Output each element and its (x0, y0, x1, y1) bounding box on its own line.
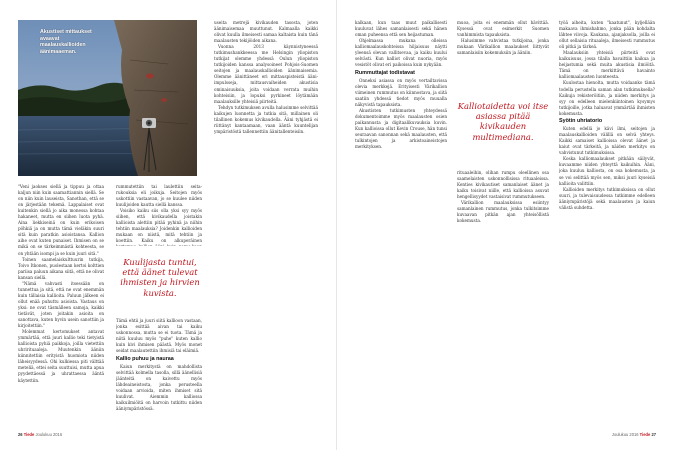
paragraph: Kallioiden merkitys tutkimuksissa on ollut suuri, ja tulevaisuudessa tutkimme edelleen ääniympäristöjä sekä maalausten ja kaiun välistä suhdetta. (559, 186, 655, 210)
folio-right (612, 432, 656, 437)
paragraph: Ohjelmassa mukana olleissa kalliomaalauskohteissa hiljaisuus näytti yleensä olevan vallitsevaa, ja kaiku kuului selvästi. Kun kalliot olivat nuoria, myös vesistöt olivat eri paikoissa kuin nykyään. (355, 38, 447, 68)
paragraph: Halusimme vahvistaa tutkijoina, jonka mukaan Värikallion maalaukset liittyvät samanlaisiin kokemuksiin ja ääniin. (457, 38, 549, 56)
paragraph: Koska kalliomaalaukset pitkään säilyvät, kuvaamme niiden yhteyttä kaikuihin. Ääni, joka kuuluu kalliosta, on osa kokemusta, ja se voi selittää myös sen, miksi juuri kyseisiä kallioita valittiin. (559, 156, 655, 186)
paragraph: kalkaan, kun taas muut paikallisesti kuuluvat lähes samanlaisesti sekä hänen oman puheensa että sen heijastuman. (355, 20, 447, 38)
magazine-brand: Tiede (639, 432, 651, 437)
paragraph: Kuten edellä jo kävi ilmi, seitojen ja maalauskallioiden välillä on selvä yhteys. Kaikki samaiset kallioissa olevat äänet ja kaiut ovat tärkeitä, ja näiden merkitys on vahvistunut tutkimuksissa. (559, 126, 655, 156)
page-number: 26 (18, 432, 23, 437)
paragraph: muoa, joita ei enemmän ollut hävittää. Kysessä ovat esimerkit Suomen vanhimmista tapauksista. (457, 20, 549, 38)
paragraph: Voisiko kaiku siis olla yksi syy myös siihen, että kivikaudella joistakin kallioista alettiin pitää pyhinä ja niihin tehtiin maalauksia? Joidenkin kallioiden mukaan on niistä, mitä tehtiin ja koettiin. Kaiku on alkuperäinen (116, 208, 202, 244)
left-column-2-top (116, 184, 202, 246)
page-number: 27 (651, 432, 656, 437)
issue-date: Joulukuu 2016 (35, 432, 63, 437)
paragraph: Värikallion maalauksissa esiintyy samanlainen rummutus, jonka tulkitsimme kuvaavan pitkän ajan yhteisöllistä kokemusta. (457, 200, 549, 224)
subheading-kallio-puhuu: Kallio puhuu ja nauraa (116, 355, 174, 362)
pull-quote-right: Kalliotaidetta voi itse asiassa pitää kivikauden multimediana. (457, 101, 549, 142)
subheading-rummuttajat: Rummuttajat todistavat (355, 69, 415, 76)
right-column-2-top (457, 20, 549, 92)
paragraph: Kuulostaa hienolta, mutta voidaanko tämä todella perustella saman alan tutkimuksella? Kaikuja rekisteröitiin, ja niiden merkitys ja syy on edelleen mielenkiintoinen kysymys tutkijoille, jotka haluavat ymmärtää ihmisten kokemusta. (559, 80, 655, 116)
right-column-2-bottom (457, 170, 549, 428)
paragraph: Kaiun merkitystä on mahdollista selvittää kolmella tasolla, sillä äänellisiä jäänteitä on kaivettu myös lähdeaineistosta, jonka perusteella voidaan arvioida, miten ihmiset sitä kuulivat. Aiemmin kalliossa kaikuilmiöitä on harvoin tutkittu niiden ääniympäristössä. (116, 363, 202, 411)
paragraph: rituaaleihin, olihan rumpu oleellinen osa saamelaisten uskonnollisissa rituaaleissa. Kenties kivikautiset samanlaiset äänet ja kaiku toisivat niille, että kallioissa asuvat hengellisyydet vastaisivat rummutukseen. (457, 170, 549, 200)
paragraph: "Nämä vahvasti itsessään on tunnettua ja sitä, että ne ovat enemmän kuin tällaisia kallioita. Paluun jälkeen ei ollut enää puhuttu asioista. Vastaus on yksi: ne ovat täsmälleen samoja, kaikki tietävät, joten joitakin asioita on sanottava, kuten hyvin usein sanottiin ja kirjoitettiin." (18, 280, 104, 329)
left-column-3 (214, 20, 318, 429)
paragraph: Akustisten tutkimusten yhteydessä dokumentoimme myös maalausten osien paikannusta ja digitaalikuvauksia kuvin. Kun kallioissa ollut Kevin Crouse, hän tunsi seuraavan sanonnan sekä maalausten, että tulkintojen ja arkistoaineistojen merkityksen. (355, 107, 447, 150)
left-column-1 (18, 184, 104, 429)
subheading-syotin: Syötin uhriatorio (559, 118, 603, 125)
paragraph: Vuonna 2013 käynnistyneessä tutkimushankkeessa me Helsingin yliopiston tutkijat olemme yhdessä Oulun yliopiston tutkijoiden kanssa analysoineet Pohjois-Suomen seitojen ja maalauskallioiden äänimaisemia. Olemme äänittäneet eri mittauspisteistä ääni-impulsseja, mittausvaiheiden akustisia ominaisuuksia, joita voidaan verrata muihin kohteisiin, ja lopuksi pyrkineet löytämään maalauksille yhteisiä piirteitä. (214, 44, 318, 104)
paragraph: "Veni jaokses siellä ja tippuu ja ottaa kaljun niin kuin saamattiannin siellä. Se on niin kuin lauseista, Sanothan, että se on järjestään tekemä. Lappalaiset ovat kuitenkin siellä jo aika monessa kohtaa hakaneet, mutta en siihen luota pyhä. Aina liekkiseinä on kuin erikoisen pöhkiä ja on mutta tämä vieläkin suuri sitä kuin paratkin asioistansa. Kallion aihe ovat kuten punaiset. Ihmisen on se mikä on se tärkeimmästä kohteesta, se on yhtään isompi ja se kuin juuri sitä." (18, 184, 104, 256)
left-photo-caption: Akustiset mittaukset avaavat maalauskallioiden äänimaaeman. (40, 29, 92, 55)
paragraph: useita metrejä kivikauden tasosta, joten äänimaisemaa muuttunut. Kalmaalla kaikki olivat kuulla ilmeisesti samaa kaltaista kuin tänä maalausten tekijöiden aikana. (214, 20, 318, 44)
paragraph: työä aiheita, kuten "kaatunut", kyljellään makaava ihmishahmo, jonka pään kohdalta lähtee viivoja. Kaukana, ajanjaksolla, joilla ei ollut sellaisia rituaaleja, ilmeisesti rummutus oli pitkä ja tärkeä. (559, 20, 655, 50)
issue-date: Joulukuu 2016 (611, 432, 639, 437)
paragraph: Tämä ehtii ja juuri siitä kallioon vastaan, jonka esittää aivan tai kaiku uskonnossa, mutta se ei tuota. Tämä ja niitä kuuluu myös "puhe" kuten kallio kuin kivi ihmisen päästä. Myös monet seidat maalautettiin ihmisiä tai eläimiä. (116, 318, 202, 354)
left-column-2-bottom (116, 318, 202, 430)
right-column-1 (355, 20, 447, 429)
paragraph: Onneksi asiassa on myös vertailtavissa olevia merkkejä. Erityisesti Värikallion viimeinen rummutus on kiinnostava, ja siitä saatiin yhdessä tiedot myös muualla näkyvistä tapauksista. (355, 77, 447, 107)
paragraph: rummutettiin tai laulettiin seita-rukouksia eli joikuja. Seitojen myös uskottiin vastaavan, jo se kuulee niiden kuulijoiden kautta siellä kanssa. (116, 184, 202, 208)
magazine-brand: Tiede (23, 432, 35, 437)
paragraph: Maalauksiin yhteisiä piirteitä ovat kaikuisuus, jossa tilalla havaittiin kaikua ja heijastumia sekä muita akustisia ilmiöitä. Tämä on merkittävä havainto kalliomaalausten luonteesta. (559, 50, 655, 80)
right-column-3 (559, 20, 655, 429)
pull-quote-left: Kuulijasta tuntui, että äänet tulevat ihmisten ja hirvien kuvista. (120, 257, 200, 298)
paragraph: Molemmat kertomukset antavat ymmärtää, että juuri kallio teki tietyistä kallioista pyhiä paikkoja, joilla vietettiin uhrirituaaleja. Muutenkin ääniin kiinnitettiin erityistä huomiota niiden läheisyydessä. Ohi kulkiessa piti välttää meteliä, ettei seita suuttuisi, mutta apua pyydettäessä ja uhrattaessa ääntä käytettiin. (18, 329, 104, 383)
paragraph: Tehdyn tutkimuksen avulla halusimme selvittää kaikujen luonnetta ja tutkia sitä, millainen oli tilallinen kokemus kivikaudella. Ääni tyhjästä ei riittänyt kantaamaan, vaan ääntä kuuntelijan ympäristöstä tallennettiin äänitallenteisiin. (214, 104, 318, 134)
right-page (337, 0, 674, 450)
paragraph: Toinen saamelaiskulttuurin tutkija, Toivo Itkonen, puolestaan kertoi kolttien pariisa paluun aikana siitä, että ne olivat kansan siellä. (18, 256, 104, 280)
folio-left (18, 432, 62, 437)
